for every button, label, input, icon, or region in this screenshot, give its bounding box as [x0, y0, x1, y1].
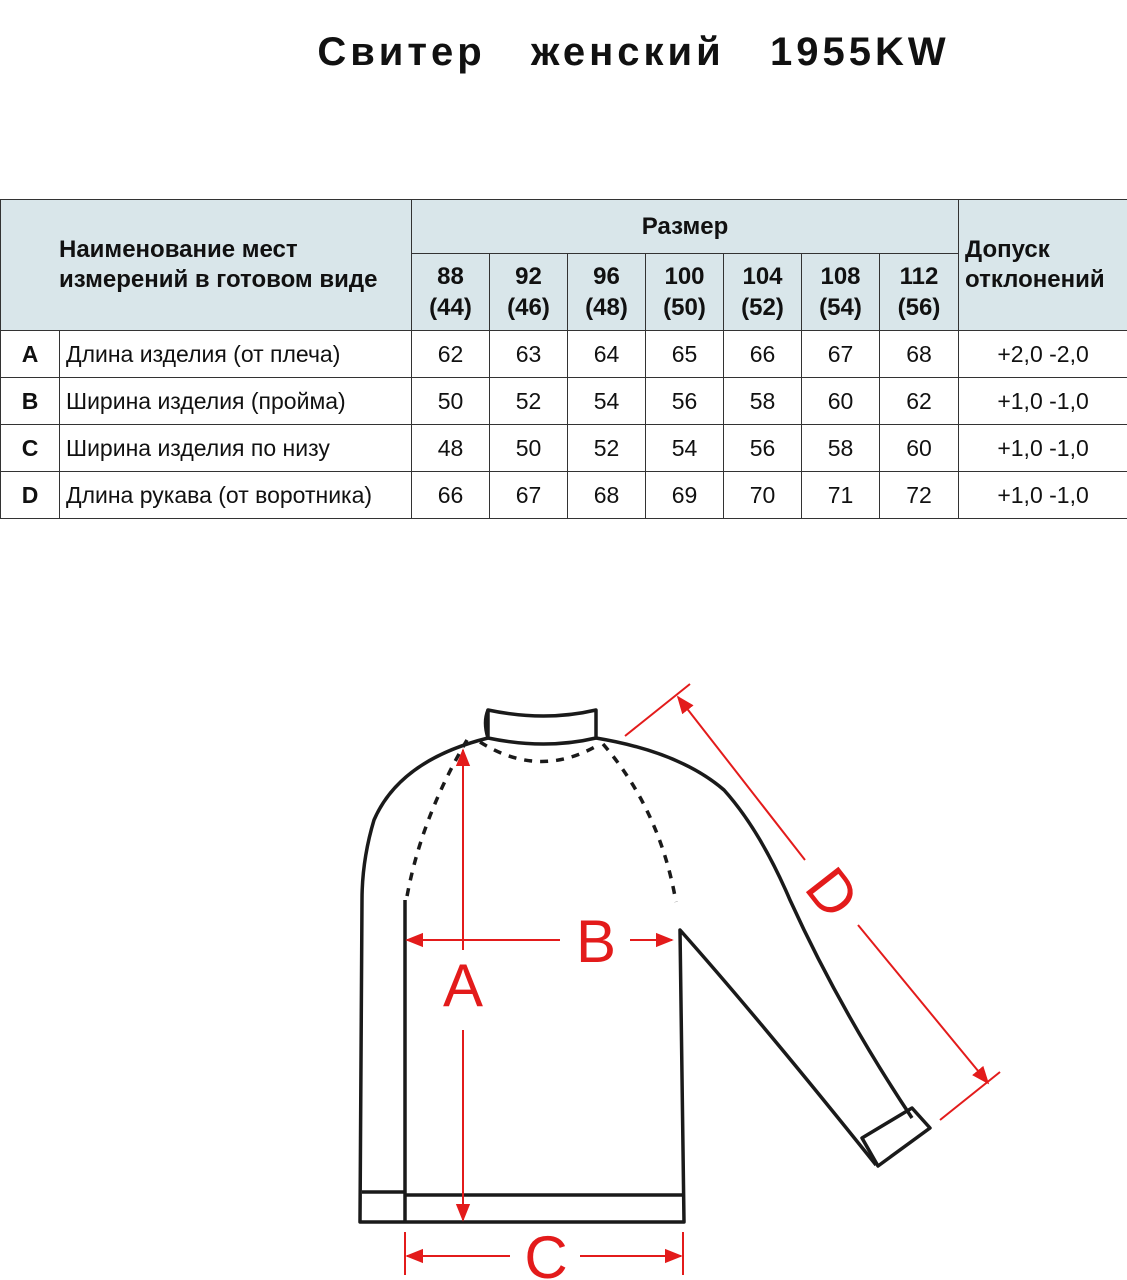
size-table [0, 199, 1127, 519]
row-tolerance: +1,0 -1,0 [959, 425, 1127, 472]
dimension-b-label: B [575, 908, 617, 975]
row-value: 72 [880, 472, 959, 519]
size-chest: 100 [664, 263, 705, 290]
row-value: 52 [568, 425, 646, 472]
size-chest: 104 [742, 263, 783, 290]
dimension-d-line-top [678, 697, 805, 860]
body-outline [360, 738, 876, 1222]
row-measurement-name: Длина изделия (от плеча) [60, 331, 412, 378]
dimension-a-label: A [442, 952, 484, 1019]
row-value: 68 [880, 331, 959, 378]
page-title: Свитер женский 1955KW [317, 30, 950, 74]
row-value: 60 [802, 378, 880, 425]
row-value: 64 [568, 331, 646, 378]
size-chest: 108 [820, 263, 861, 290]
collar [488, 710, 596, 744]
row-value: 56 [724, 425, 802, 472]
cuff [862, 1108, 930, 1166]
row-value: 54 [568, 378, 646, 425]
row-value: 50 [412, 378, 490, 425]
row-measurement-name: Ширина изделия (пройма) [60, 378, 412, 425]
row-tolerance: +1,0 -1,0 [959, 378, 1127, 425]
size-column-header [568, 254, 646, 331]
row-value: 65 [646, 331, 724, 378]
row-measurement-name: Ширина изделия по низу [60, 425, 412, 472]
row-letter: D [1, 472, 60, 519]
size-ru: (56) [897, 294, 941, 321]
row-value: 48 [412, 425, 490, 472]
dimension-d-line-bottom [858, 925, 988, 1083]
size-column-header [412, 254, 490, 331]
size-ru: (54) [819, 294, 862, 321]
table-row [1, 425, 1127, 472]
size-chest: 92 [515, 263, 542, 290]
row-tolerance: +1,0 -1,0 [959, 472, 1127, 519]
row-letter: B [1, 378, 60, 425]
size-column-header [490, 254, 568, 331]
row-value: 50 [490, 425, 568, 472]
row-value: 71 [802, 472, 880, 519]
size-chest: 96 [593, 263, 620, 290]
row-value: 67 [490, 472, 568, 519]
row-value: 52 [490, 378, 568, 425]
row-value: 62 [412, 331, 490, 378]
row-value: 67 [802, 331, 880, 378]
row-tolerance: +2,0 -2,0 [959, 331, 1127, 378]
row-value: 63 [490, 331, 568, 378]
size-column-header [802, 254, 880, 331]
row-letter: A [1, 331, 60, 378]
row-measurement-name: Длина рукава (от воротника) [60, 472, 412, 519]
row-value: 68 [568, 472, 646, 519]
row-value: 58 [802, 425, 880, 472]
row-value: 69 [646, 472, 724, 519]
table-row [1, 472, 1127, 519]
dimension-c-label: C [524, 1224, 568, 1280]
row-value: 62 [880, 378, 959, 425]
dimension-d-label: D [792, 854, 873, 931]
size-ru: (52) [741, 294, 784, 321]
header-size: Размер [412, 200, 959, 254]
sweater-diagram [0, 660, 1127, 1280]
size-ru: (46) [507, 294, 550, 321]
row-value: 58 [724, 378, 802, 425]
row-value: 54 [646, 425, 724, 472]
size-column-header [646, 254, 724, 331]
size-chest: 112 [899, 263, 939, 290]
row-value: 60 [880, 425, 959, 472]
size-chest: 88 [437, 263, 464, 290]
row-value: 66 [724, 331, 802, 378]
size-column-header [724, 254, 802, 331]
header-measurement-name: Наименование мест измерений в готовом виде [1, 200, 412, 331]
row-letter: C [1, 425, 60, 472]
size-ru: (44) [429, 294, 472, 321]
size-ru: (48) [585, 294, 628, 321]
table-row [1, 331, 1127, 378]
row-value: 66 [412, 472, 490, 519]
header-tolerance: Допуск отклонений [959, 200, 1127, 331]
row-value: 56 [646, 378, 724, 425]
size-column-header [880, 254, 959, 331]
raglan-seams [406, 740, 676, 902]
table-row [1, 378, 1127, 425]
row-value: 70 [724, 472, 802, 519]
size-ru: (50) [663, 294, 706, 321]
